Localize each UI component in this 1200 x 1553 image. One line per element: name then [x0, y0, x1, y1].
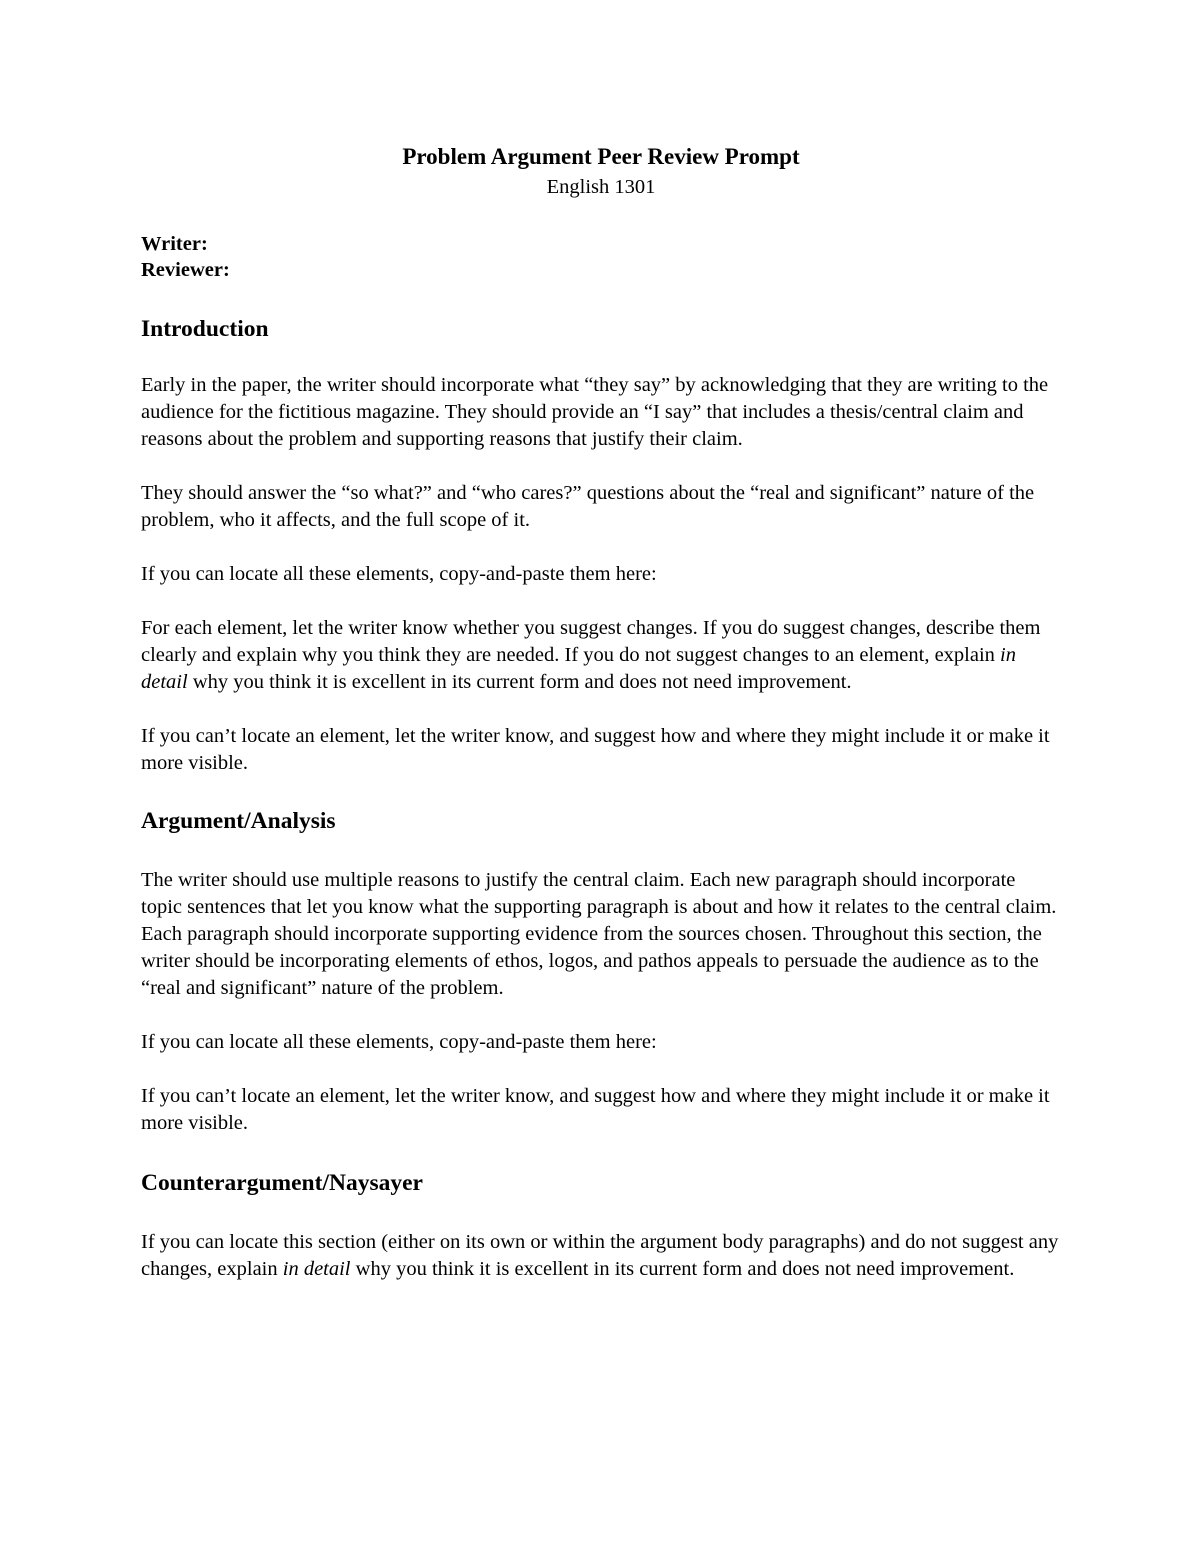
counterargument-heading: Counterargument/Naysayer [141, 1170, 423, 1196]
introduction-paragraph-1: Early in the paper, the writer should incorporate what “they say” by acknowledging that they are writing to the audience for the fictitious magazine. They should provide an “I say” that includes a thesis/central claim and reasons about the problem and supporting reasons that justify their claim. [141, 374, 1049, 450]
counterargument-paragraph-1 [141, 1229, 1061, 1283]
counterargument-paragraph-1-emphasis: in detail [282, 1258, 351, 1280]
counterargument-paragraph-1-part-1: If you can locate this section (either on its own or within the argument body paragraphs) and do not suggest any changes, explain [141, 1231, 1059, 1280]
introduction-paragraph-3: If you can locate all these elements, copy-and-paste them here: [141, 563, 657, 585]
introduction-paragraph-4 [141, 615, 1061, 696]
introduction-heading: Introduction [141, 316, 269, 342]
introduction-paragraph-4-part-2: why you think it is excellent in its current form and does not need improvement. [187, 671, 852, 693]
introduction-paragraph-4-part-1: For each element, let the writer know whether you suggest changes. If you do suggest changes, describe them clearly and explain why you think they are needed. If you do not suggest changes to an element, explain [141, 617, 1041, 666]
introduction-paragraph-2: They should answer the “so what?” and “who cares?” questions about the “real and significant” nature of the problem, who it affects, and the full scope of it. [141, 482, 1035, 531]
meta-block [141, 231, 1061, 283]
argument-paragraph-1: The writer should use multiple reasons to justify the central claim. Each new paragraph should incorporate topic sentences that let you know what the supporting paragraph is about and how it relates to the central claim. Each paragraph should incorporate supporting evidence from the sources chosen. Throughout this section, the writer should be incorporating elements of ethos, logos, and pathos appeals to persuade the audience as to the “real and significant” nature of the problem. [141, 869, 1057, 999]
writer-label: Writer: [141, 233, 208, 255]
argument-paragraph-3: If you can’t locate an element, let the writer know, and suggest how and where they might include it or make it more visible. [141, 1085, 1050, 1134]
course-name: English 1301 [546, 176, 656, 198]
argument-paragraph-2: If you can locate all these elements, copy-and-paste them here: [141, 1031, 657, 1053]
document-body [141, 140, 1061, 1283]
argument-heading: Argument/Analysis [141, 808, 336, 834]
document-title: Problem Argument Peer Review Prompt [402, 144, 800, 169]
counterargument-paragraph-1-part-2: why you think it is excellent in its current form and does not need improvement. [350, 1258, 1015, 1280]
introduction-paragraph-4-emphasis: in detail [141, 644, 1016, 693]
reviewer-label: Reviewer: [141, 259, 230, 281]
introduction-paragraph-5: If you can’t locate an element, let the writer know, and suggest how and where they might include it or make it more visible. [141, 725, 1050, 774]
